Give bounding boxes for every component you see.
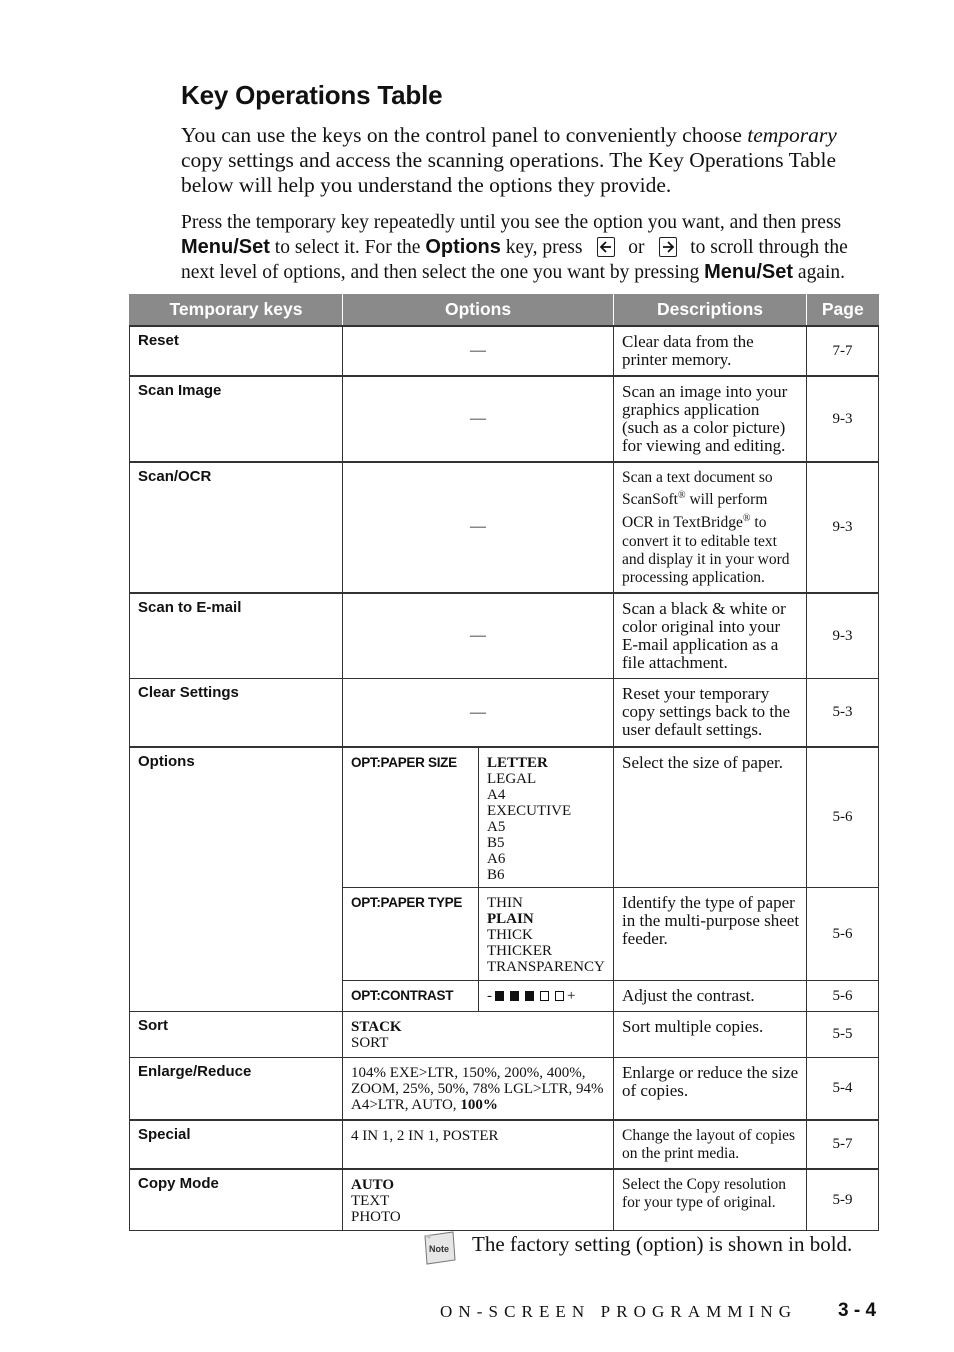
table-row [130,1169,879,1231]
enlarge-options [343,1058,614,1120]
key-operations-table [129,294,879,1231]
row-key-clear-settings: Clear Settings [130,679,343,747]
intro-paragraph [181,123,881,198]
row-page: 5-9 [807,1169,879,1231]
options-dash: — [343,462,614,593]
row-key-options: Options [130,747,343,1012]
row-page: 5-3 [807,679,879,747]
default-option: 100% [460,1097,498,1114]
opt-paper-type-label: OPT:PAPER TYPE [343,888,479,981]
row-page: 5-4 [807,1058,879,1120]
table-row [130,1058,879,1120]
contrast-scale [479,981,614,1012]
list-item: THICKER [487,943,552,960]
header-page: Page [807,294,879,326]
desc-text: Scan a text document so ScanSoft [622,469,773,509]
instr-text: Press the temporary key repeatedly until you see the option you want, and then press [181,212,842,233]
list-item: TEXT [351,1192,390,1209]
note-icon [421,1230,457,1266]
list-item: A4 [487,786,506,803]
left-arrow-key-icon [597,237,615,257]
table-row [130,747,879,888]
registered-mark: ® [677,490,686,502]
row-page: 7-7 [807,326,879,376]
contrast-plus: + [567,988,576,1005]
table-row [130,1120,879,1169]
row-desc [614,462,807,593]
row-desc: Select the size of paper. [614,747,807,888]
row-key-copy-mode: Copy Mode [130,1169,343,1231]
desc-text: will perform OCR in TextBridge [622,491,768,532]
list-item: PHOTO [351,1208,401,1225]
row-page: 5-6 [807,888,879,981]
copy-mode-options [343,1169,614,1231]
contrast-level-box [555,991,564,1001]
instructions-paragraph [181,210,881,285]
header-descriptions: Descriptions [614,294,807,326]
list-item: A5 [487,818,506,835]
list-item: SORT [351,1035,389,1052]
row-page: 5-5 [807,1012,879,1058]
row-page: 9-3 [807,593,879,679]
row-desc: Scan an image into your graphics application (such as a color picture) for viewing and editing. [614,376,807,462]
special-options: 4 IN 1, 2 IN 1, POSTER [343,1120,614,1169]
note-icon-label: Note [429,1244,449,1254]
menu-set-key: Menu/Set [704,261,794,283]
row-key-sort: Sort [130,1012,343,1058]
row-key-enlarge-reduce: Enlarge/Reduce [130,1058,343,1120]
opt-contrast-label: OPT:CONTRAST [343,981,479,1012]
row-desc: Identify the type of paper in the multi-purpose sheet feeder. [614,888,807,981]
intro-emphasis: temporary [747,123,837,147]
list-item: THICK [487,927,533,944]
options-dash: — [343,326,614,376]
row-key-reset: Reset [130,326,343,376]
page-number: 3 - 4 [838,1300,877,1321]
row-key-scan-ocr: Scan/OCR [130,462,343,593]
header-temporary-keys: Temporary keys [130,294,343,326]
opt-paper-size-label: OPT:PAPER SIZE [343,747,479,888]
row-key-scan-email: Scan to E-mail [130,593,343,679]
row-desc: Scan a black & white or color original into your E-mail application as a file attachment. [614,593,807,679]
contrast-level-box [495,991,504,1001]
row-page: 5-6 [807,981,879,1012]
row-page: 9-3 [807,376,879,462]
table-row [130,326,879,376]
options-dash: — [343,679,614,747]
intro-text: You can use the keys on the control panel to conveniently choose [181,123,748,147]
table-row [130,376,879,462]
list-item: AUTO [351,1176,395,1193]
contrast-level-box [510,991,519,1001]
table-header-row [130,294,879,326]
list-item: THIN [487,895,523,912]
options-dash: — [343,376,614,462]
row-desc: Reset your temporary copy settings back to the user default settings. [614,679,807,747]
row-page: 5-7 [807,1120,879,1169]
table-row [130,679,879,747]
intro-text-cont: copy settings and access the scanning operations. The Key Operations Table below will help you understand the options they provide. [181,148,837,197]
row-desc: Enlarge or reduce the size of copies. [614,1058,807,1120]
instr-text: to scroll through the next level of options, and then select the one you want by pressing [181,237,848,283]
contrast-level-boxes [492,988,567,1004]
paper-size-list [479,747,614,888]
table-row [130,462,879,593]
row-desc: Clear data from the printer memory. [614,326,807,376]
instr-text: to select it. For the [269,237,426,258]
list-item: B6 [487,866,505,883]
table-row [130,593,879,679]
row-desc: Adjust the contrast. [614,981,807,1012]
list-item: A6 [487,850,506,867]
list-item: B5 [487,834,505,851]
options-text: 104% EXE>LTR, 150%, 200%, 400%, ZOOM, 25%, 50%, 78% LGL>LTR, 94% A4>LTR, AUTO, [351,1065,604,1114]
options-dash: — [343,593,614,679]
instr-text: again. [793,262,846,283]
paper-type-list [479,888,614,981]
right-arrow-key-icon [659,237,677,257]
list-item: TRANSPARENCY [487,959,605,976]
desc-text: to convert it to editable text and display it in your word processing application. [622,514,790,587]
row-desc: Change the layout of copies on the print media. [614,1120,807,1169]
menu-set-key: Menu/Set [181,236,270,258]
contrast-minus: - [487,988,492,1005]
options-key: Options [425,236,501,258]
list-item: EXECUTIVE [487,802,572,819]
row-page: 5-6 [807,747,879,888]
registered-mark: ® [742,512,751,524]
note-text: The factory setting (option) is shown in bold. [472,1232,853,1256]
footer-section-title: ON-SCREEN PROGRAMMING [440,1302,798,1321]
list-item: PLAIN [487,911,534,928]
list-item: LEGAL [487,770,537,787]
instr-text: or [623,237,650,258]
list-item: STACK [351,1019,402,1036]
row-page: 9-3 [807,462,879,593]
sort-options [343,1012,614,1058]
row-key-scan-image: Scan Image [130,376,343,462]
row-desc: Select the Copy resolution for your type of original. [614,1169,807,1231]
contrast-level-box [525,991,534,1001]
table-row [130,1012,879,1058]
contrast-level-box [540,991,549,1001]
header-options: Options [343,294,614,326]
row-desc: Sort multiple copies. [614,1012,807,1058]
row-key-special: Special [130,1120,343,1169]
page-title: Key Operations Table [181,80,443,110]
list-item: LETTER [487,754,548,771]
instr-text: key, press [500,237,588,258]
